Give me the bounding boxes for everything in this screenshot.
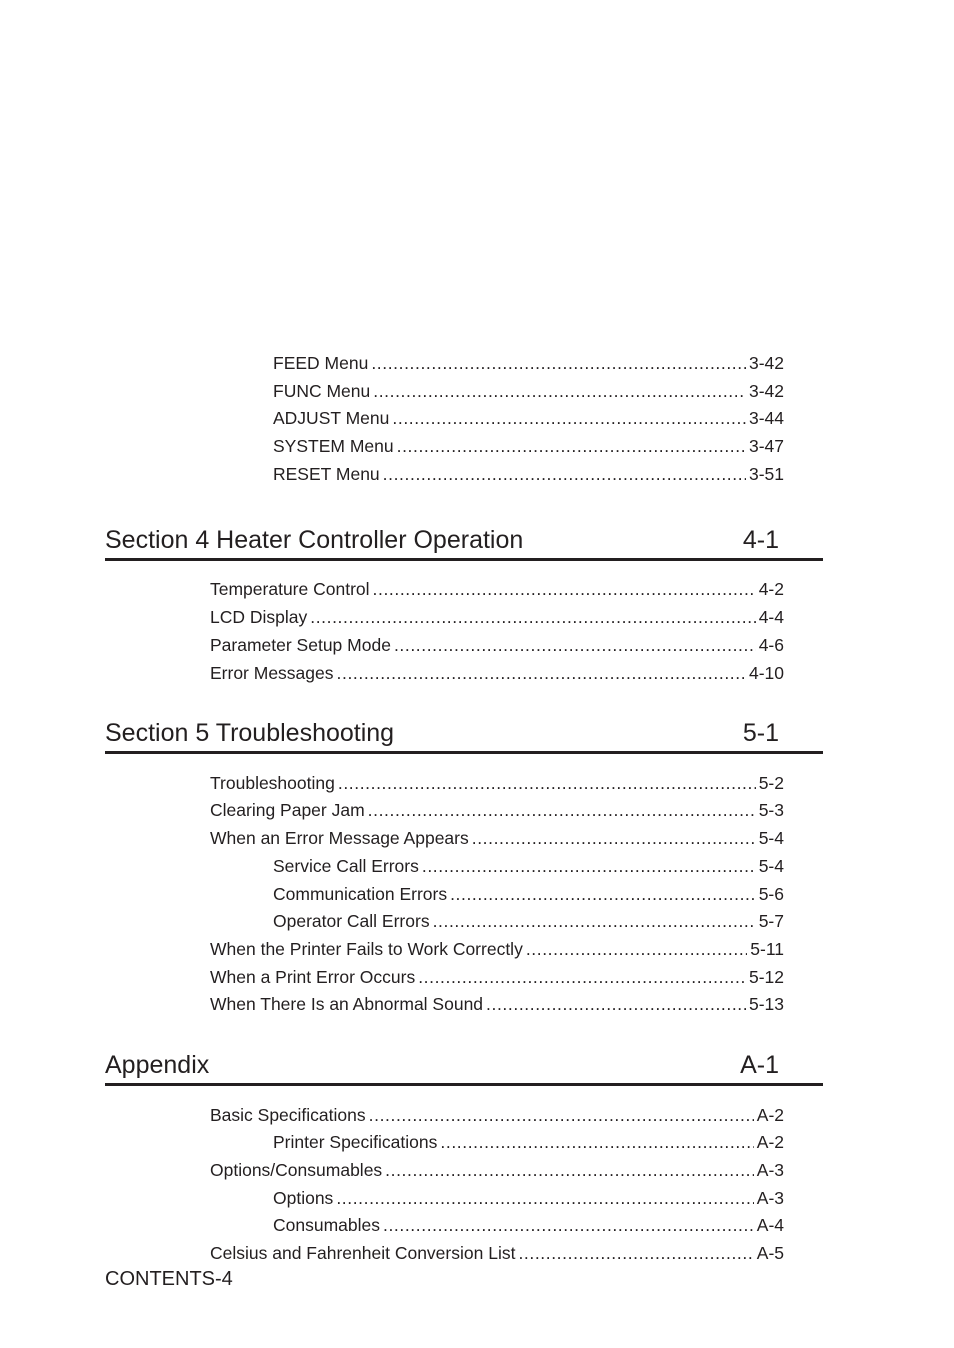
toc-entry-page-number: 5-3 xyxy=(758,800,784,820)
toc-entry-page-number: 4-2 xyxy=(758,579,784,599)
dot-leader xyxy=(337,660,746,686)
toc-entry-page-number: 3-44 xyxy=(748,408,784,428)
section-heading xyxy=(105,1049,823,1086)
dot-leader xyxy=(383,1212,754,1238)
toc-entry[interactable] xyxy=(210,604,784,630)
section-heading xyxy=(105,524,823,561)
toc-entry-page-number: A-4 xyxy=(756,1215,784,1235)
toc-subentry[interactable] xyxy=(273,433,784,459)
toc-subentry[interactable] xyxy=(273,378,784,404)
dot-leader xyxy=(371,350,746,376)
dot-leader xyxy=(440,1129,753,1155)
toc-entry-label: When There Is an Abnormal Sound xyxy=(210,994,484,1014)
section-page-number: 5-1 xyxy=(742,719,779,747)
toc-entry-page-number: 5-4 xyxy=(758,828,784,848)
toc-entry[interactable] xyxy=(210,936,784,962)
toc-entry-page-number: A-2 xyxy=(756,1132,784,1152)
toc-subentry[interactable] xyxy=(273,1185,784,1211)
toc-entry[interactable] xyxy=(210,1157,784,1183)
dot-leader xyxy=(383,461,746,487)
toc-entry-page-number: 4-6 xyxy=(758,635,784,655)
dot-leader xyxy=(422,853,756,879)
toc-entry-label: Service Call Errors xyxy=(273,856,419,876)
toc-entry[interactable] xyxy=(210,1240,784,1266)
toc-entry-label: Celsius and Fahrenheit Conversion List xyxy=(210,1243,516,1263)
dot-leader xyxy=(368,797,756,823)
section-title: Appendix xyxy=(105,1051,210,1079)
toc-entry[interactable] xyxy=(210,991,784,1017)
toc-entry[interactable] xyxy=(210,1102,784,1128)
toc-entry[interactable] xyxy=(210,797,784,823)
toc-entry-label: Operator Call Errors xyxy=(273,911,430,931)
toc-entry-label: RESET Menu xyxy=(273,464,380,484)
toc-entry[interactable] xyxy=(210,964,784,990)
section-title: Section 4 Heater Controller Operation xyxy=(105,526,524,554)
toc-subentry[interactable] xyxy=(273,405,784,431)
toc-entry-label: LCD Display xyxy=(210,607,308,627)
toc-entry-label: SYSTEM Menu xyxy=(273,436,394,456)
dot-leader xyxy=(394,632,756,658)
toc-entry-label: FUNC Menu xyxy=(273,381,371,401)
toc-entry-page-number: 3-42 xyxy=(748,353,784,373)
toc-entry-label: Options xyxy=(273,1188,334,1208)
toc-subentry[interactable] xyxy=(273,1212,784,1238)
dot-leader xyxy=(369,1102,754,1128)
toc-entry-page-number: 4-4 xyxy=(758,607,784,627)
toc-entry-label: FEED Menu xyxy=(273,353,369,373)
toc-entry-page-number: 5-2 xyxy=(758,773,784,793)
toc-entry-label: Printer Specifications xyxy=(273,1132,438,1152)
toc-entry-label: When the Printer Fails to Work Correctly xyxy=(210,939,523,959)
toc-entry-label: Clearing Paper Jam xyxy=(210,800,365,820)
toc-subentry[interactable] xyxy=(273,350,784,376)
toc-entry-page-number: A-2 xyxy=(756,1105,784,1125)
toc-entry-page-number: 3-47 xyxy=(748,436,784,456)
toc-entry-label: Parameter Setup Mode xyxy=(210,635,391,655)
dot-leader xyxy=(338,770,756,796)
toc-entry[interactable] xyxy=(210,632,784,658)
toc-entry[interactable] xyxy=(210,825,784,851)
toc-entry-label: Communication Errors xyxy=(273,884,448,904)
toc-entry-page-number: A-3 xyxy=(756,1160,784,1180)
toc-entry[interactable] xyxy=(210,576,784,602)
toc-subentry[interactable] xyxy=(273,881,784,907)
dot-leader xyxy=(486,991,746,1017)
toc-entry-label: When a Print Error Occurs xyxy=(210,967,416,987)
section-page-number: 4-1 xyxy=(742,526,779,554)
dot-leader xyxy=(336,1185,753,1211)
toc-entry-label: When an Error Message Appears xyxy=(210,828,469,848)
toc-subentry[interactable] xyxy=(273,1129,784,1155)
dot-leader xyxy=(373,576,756,602)
toc-entry-label: Basic Specifications xyxy=(210,1105,366,1125)
section-title: Section 5 Troubleshooting xyxy=(105,719,395,747)
dot-leader xyxy=(450,881,756,907)
toc-entry[interactable] xyxy=(210,770,784,796)
dot-leader xyxy=(373,378,746,404)
dot-leader xyxy=(418,964,746,990)
toc-entry-page-number: 5-13 xyxy=(748,994,784,1014)
toc-entry[interactable] xyxy=(210,660,784,686)
dot-leader xyxy=(433,908,756,934)
page-footer: CONTENTS-4 xyxy=(105,1268,233,1290)
toc-entry-page-number: A-5 xyxy=(756,1243,784,1263)
toc-entry-label: Consumables xyxy=(273,1215,380,1235)
toc-entry-page-number: 5-12 xyxy=(748,967,784,987)
toc-entry-page-number: A-3 xyxy=(756,1188,784,1208)
toc-entry-label: Temperature Control xyxy=(210,579,370,599)
toc-entry-label: Options/Consumables xyxy=(210,1160,383,1180)
dot-leader xyxy=(310,604,755,630)
toc-subentry[interactable] xyxy=(273,908,784,934)
toc-entry-label: ADJUST Menu xyxy=(273,408,390,428)
dot-leader xyxy=(526,936,747,962)
dot-leader xyxy=(392,405,746,431)
toc-entry-page-number: 5-7 xyxy=(758,911,784,931)
toc-entry-label: Troubleshooting xyxy=(210,773,335,793)
dot-leader xyxy=(518,1240,753,1266)
toc-entry-page-number: 5-6 xyxy=(758,884,784,904)
toc-entry-page-number: 5-11 xyxy=(750,939,784,959)
dot-leader xyxy=(397,433,746,459)
dot-leader xyxy=(385,1157,754,1183)
section-page-number: A-1 xyxy=(740,1051,779,1079)
toc-entry-page-number: 5-4 xyxy=(758,856,784,876)
section-heading xyxy=(105,717,823,754)
toc-entry-label: Error Messages xyxy=(210,663,334,683)
toc-entry-page-number: 3-42 xyxy=(748,381,784,401)
toc-entry-page-number: 4-10 xyxy=(748,663,784,683)
toc-subentry[interactable] xyxy=(273,461,784,487)
toc-subentry[interactable] xyxy=(273,853,784,879)
toc-entry-page-number: 3-51 xyxy=(748,464,784,484)
dot-leader xyxy=(472,825,756,851)
